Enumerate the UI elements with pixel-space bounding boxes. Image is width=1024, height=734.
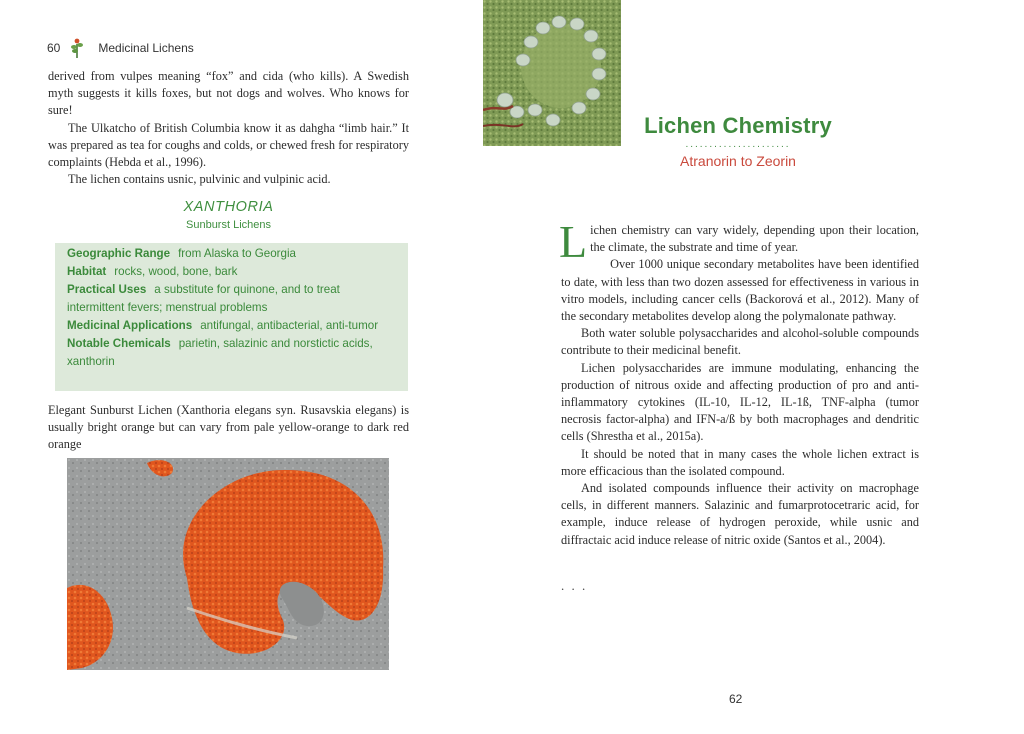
continuation-ellipsis: . . . — [561, 578, 588, 593]
chapter-paragraph-1 — [559, 216, 919, 267]
left-page-number: 60 — [47, 41, 61, 55]
sunburst-lichen-photo — [67, 458, 389, 670]
fact-row — [67, 317, 396, 335]
fact-value: rocks, wood, bone, bark — [114, 265, 238, 278]
fact-label: Practical Uses — [67, 283, 147, 296]
facts-box — [55, 243, 408, 391]
chapter-body — [559, 216, 919, 549]
description-paragraph: Elegant Sunburst Lichen (Xanthoria elegans syn. Rusavskia elegans) is usually bright orange but can vary from pale yellow-orange to dark red orange — [48, 403, 409, 452]
running-head — [47, 38, 194, 58]
fact-row — [67, 335, 396, 371]
fact-label: Geographic Range — [67, 247, 171, 260]
intro-paragraph-2: The Ulkatcho of British Columbia know it as dahgha “limb hair.” It was prepared as tea for coughs and colds, or chewed fresh for respiratory complaints (Hebda et al., 1996). — [48, 120, 409, 170]
fact-label: Notable Chemicals — [67, 337, 171, 350]
section-name: XANTHORIA — [183, 199, 274, 215]
fact-row — [67, 263, 396, 281]
fact-value: antifungal, antibacterial, anti-tumor — [200, 319, 379, 332]
fact-row — [67, 281, 396, 317]
drop-cap: L — [559, 216, 588, 267]
chapter-paragraph-2: Over 1000 unique secondary metabolites have been identified to date, with less than two dozen assessed for effectiveness in various in vitro models, including cancer cells (Backorová et al., 2012). Many of the secondary metabolites develop along the polymalonate pathway. — [561, 257, 919, 324]
section-common-name: Sunburst Lichens — [186, 219, 271, 231]
section-description — [48, 402, 409, 454]
sprig-icon — [70, 38, 84, 58]
fact-value: parietin, salazinic and norstictic acids, xanthorin — [67, 337, 373, 368]
paragraph-text: ichen chemistry can vary widely, depending upon their location, the climate, the substrate and time of year. — [590, 223, 919, 255]
fact-label: Habitat — [67, 265, 107, 278]
running-head-title: Medicinal Lichens — [98, 41, 194, 55]
section-heading — [48, 199, 409, 231]
intro-text — [48, 68, 409, 188]
chapter-heading — [628, 113, 848, 169]
chapter-paragraph-3: Both water soluble polysaccharides and alcohol-soluble compounds contribute to their medicinal benefit. — [561, 326, 919, 358]
fact-value: from Alaska to Georgia — [178, 247, 297, 260]
fact-row — [67, 245, 396, 263]
fact-value: a substitute for quinone, and to treat intermittent fevers; menstrual problems — [67, 283, 340, 314]
fact-label: Medicinal Applications — [67, 319, 193, 332]
rosette-lichen-photo — [483, 0, 621, 146]
chapter-paragraph-5: It should be noted that in many cases the whole lichen extract is more efficacious than the isolated compound. — [561, 446, 919, 478]
title-dots: ...................... — [685, 139, 791, 150]
chapter-subtitle: Atranorin to Zeorin — [680, 153, 796, 169]
chapter-paragraph-4: Lichen polysaccharides are immune modulating, enhancing the production of nitrous oxide and affecting production of pro and anti-inflammatory cytokines (IL-10, IL-12, IL-1ß, TNF-alpha (tumor necrosis factor-alpha) and IFN-a/ß by both macrophages and dendritic cells (Shrestha et al., 2015a). — [561, 360, 919, 444]
right-page-number: 62 — [729, 692, 743, 706]
chapter-paragraph-6: And isolated compounds influence their activity on macrophage cells, in different manners. Salazinic and fumarprotocetraric acid, for example, induce release of hydrogen peroxide, while usnic and diffractaic acid induce release of nitric oxide (Santos et al., 2004). — [561, 481, 919, 547]
chapter-title: Lichen Chemistry — [644, 113, 832, 138]
intro-paragraph-1: derived from vulpes meaning “fox” and cida (who kills). A Swedish myth suggests it kills foxes, but not dogs and wolves. Who knows for sure! — [48, 69, 409, 118]
intro-paragraph-3: The lichen contains usnic, pulvinic and vulpinic acid. — [68, 172, 331, 187]
